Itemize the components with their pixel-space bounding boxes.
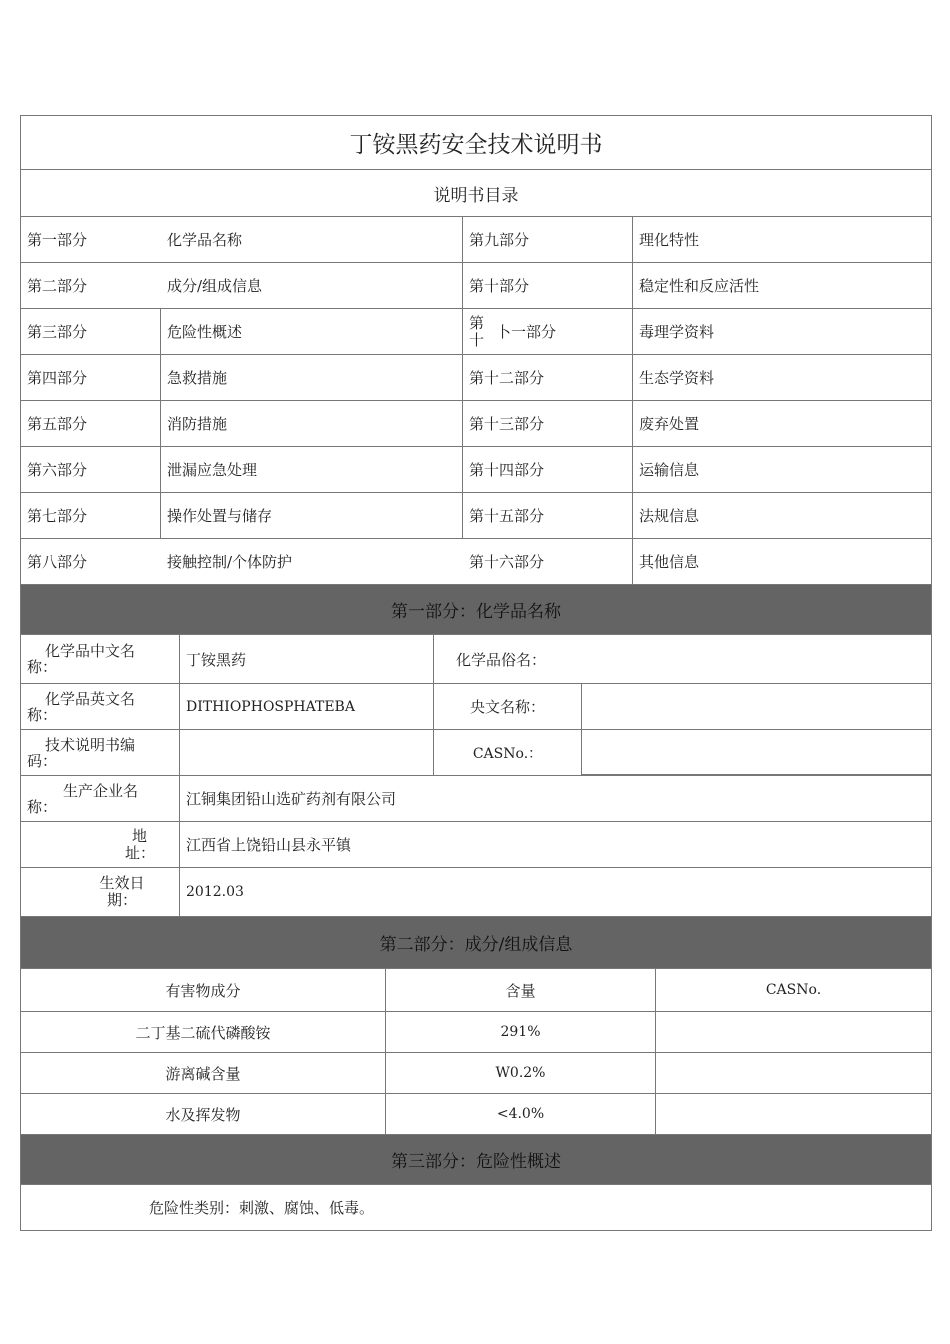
col-header-cas: CASNo. xyxy=(765,982,822,998)
toc-row xyxy=(21,447,931,493)
toc-part-label xyxy=(463,309,633,354)
spec-code-label: 技术说明书编 码： xyxy=(21,730,180,775)
toc-part-label: 第十二部分 xyxy=(463,355,633,400)
component-cas xyxy=(656,1094,931,1134)
component-name: 二丁基二硫代磷酸铵 xyxy=(21,1012,386,1052)
toc-row xyxy=(21,401,931,447)
toc-part-label: 第六部分 xyxy=(21,447,161,492)
toc-part-name: 稳定性和反应活性 xyxy=(639,277,760,295)
component-amount: <4.0% xyxy=(386,1094,656,1134)
toc-part-name: 法规信息 xyxy=(639,507,700,525)
chemical-cn-name-row xyxy=(21,635,931,684)
hazard-class: 危险性类别：刺激、腐蚀、低毒。 xyxy=(149,1199,375,1217)
col-header-content: 含量 xyxy=(386,969,656,1011)
toc-part-label: 第八部分 xyxy=(27,553,88,571)
toc-part-name: 废弃处置 xyxy=(639,415,700,433)
component-name: 水及挥发物 xyxy=(21,1094,386,1134)
toc-part-name: 成分/组成信息 xyxy=(161,263,463,308)
manufacturer-value: 江铜集团铅山选矿药剂有限公司 xyxy=(186,790,397,808)
title-row xyxy=(21,116,931,170)
toc-part-name: 理化特性 xyxy=(639,231,700,249)
toc-part-name: 化学品名称 xyxy=(161,217,463,262)
toc-part-label: 第十四部分 xyxy=(463,447,633,492)
cn-name-value: 丁铵黑药 xyxy=(180,635,434,683)
common-name-label: 化学品俗名： xyxy=(456,650,547,669)
toc-part-name: 生态学资料 xyxy=(639,369,715,387)
toc-part-name: 消防措施 xyxy=(161,401,463,446)
toc-part-label: 第十五部分 xyxy=(463,493,633,538)
toc-part-label-a: 第 xyxy=(469,313,485,332)
toc-part-label: 第十部分 xyxy=(463,263,633,308)
section-header-row xyxy=(21,917,931,969)
alias-label: 央文名称： xyxy=(434,684,582,729)
toc-title: 说明书目录 xyxy=(433,185,519,206)
toc-part-label: 第一部分 xyxy=(27,231,88,249)
alias-value xyxy=(582,684,931,729)
toc-part-label: 第九部分 xyxy=(463,217,633,262)
toc-row xyxy=(21,217,931,263)
cas-value xyxy=(582,730,931,775)
component-cas xyxy=(656,1053,931,1093)
col-header-component: 有害物成分 xyxy=(21,969,386,1011)
en-name-label: 化学品英文名 称： xyxy=(21,684,180,729)
toc-part-label: 第三部分 xyxy=(21,309,161,354)
toc-part-label: 第十六部分 xyxy=(463,539,633,584)
component-name: 游离碱含量 xyxy=(21,1053,386,1093)
manufacturer-label: 生产企业名 称： xyxy=(21,776,180,821)
toc-part-name: 运输信息 xyxy=(639,461,700,479)
toc-part-label-b: 十 xyxy=(469,330,485,349)
toc-part-label: 第五部分 xyxy=(21,401,161,446)
chemical-en-name-row xyxy=(21,684,931,730)
table-row xyxy=(21,1094,931,1135)
toc-part-name: 其他信息 xyxy=(639,553,700,571)
spec-code-value xyxy=(180,730,434,775)
effective-date-label: 生效日 期： xyxy=(21,868,180,916)
toc-part-name: 危险性概述 xyxy=(161,309,463,354)
section-header-row xyxy=(21,1135,931,1185)
toc-part-name: 急救措施 xyxy=(161,355,463,400)
section-2-title: 第二部分：成分/组成信息 xyxy=(21,917,931,968)
effective-date-row xyxy=(21,868,931,917)
address-row xyxy=(21,822,931,868)
document-title: 丁铵黑药安全技术说明书 xyxy=(349,132,603,158)
address-label: 地 址： xyxy=(21,822,180,867)
cn-name-label: 化学品中文名 称： xyxy=(21,635,180,683)
toc-part-name: 毒理学资料 xyxy=(639,323,715,341)
msds-document xyxy=(20,115,932,1231)
toc-row xyxy=(21,539,931,585)
manufacturer-row xyxy=(21,776,931,822)
toc-row xyxy=(21,309,931,355)
toc-part-label: 第十三部分 xyxy=(463,401,633,446)
toc-title-row xyxy=(21,170,931,217)
component-amount: 291% xyxy=(386,1012,656,1052)
toc-part-label: 第四部分 xyxy=(21,355,161,400)
toc-part-name: 泄漏应急处理 xyxy=(161,447,463,492)
en-name-value: DITHIOPHOSPHATEBA xyxy=(180,684,434,729)
toc-part-label-c: 卜一部分 xyxy=(496,323,557,341)
toc-row xyxy=(21,355,931,401)
effective-date-value: 2012.03 xyxy=(186,884,244,900)
toc-part-name: 接触控制/个体防护 xyxy=(167,553,293,571)
address-value: 江西省上饶铅山县永平镇 xyxy=(186,836,352,854)
composition-header-row xyxy=(21,969,931,1012)
toc-part-label: 第七部分 xyxy=(21,493,161,538)
table-row xyxy=(21,1053,931,1094)
toc-row xyxy=(21,263,931,309)
toc-part-label: 第二部分 xyxy=(27,277,88,295)
component-amount: W0.2% xyxy=(386,1053,656,1093)
toc-part-name: 操作处置与储存 xyxy=(161,493,463,538)
component-cas xyxy=(656,1012,931,1052)
table-row xyxy=(21,1012,931,1053)
cas-label: CASNo.： xyxy=(434,730,582,775)
spec-code-row xyxy=(21,730,931,776)
hazard-row xyxy=(21,1185,931,1230)
toc-row xyxy=(21,493,931,539)
section-3-title: 第三部分：危险性概述 xyxy=(21,1135,931,1184)
section-header-row xyxy=(21,585,931,635)
section-1-title: 第一部分：化学品名称 xyxy=(21,585,931,634)
